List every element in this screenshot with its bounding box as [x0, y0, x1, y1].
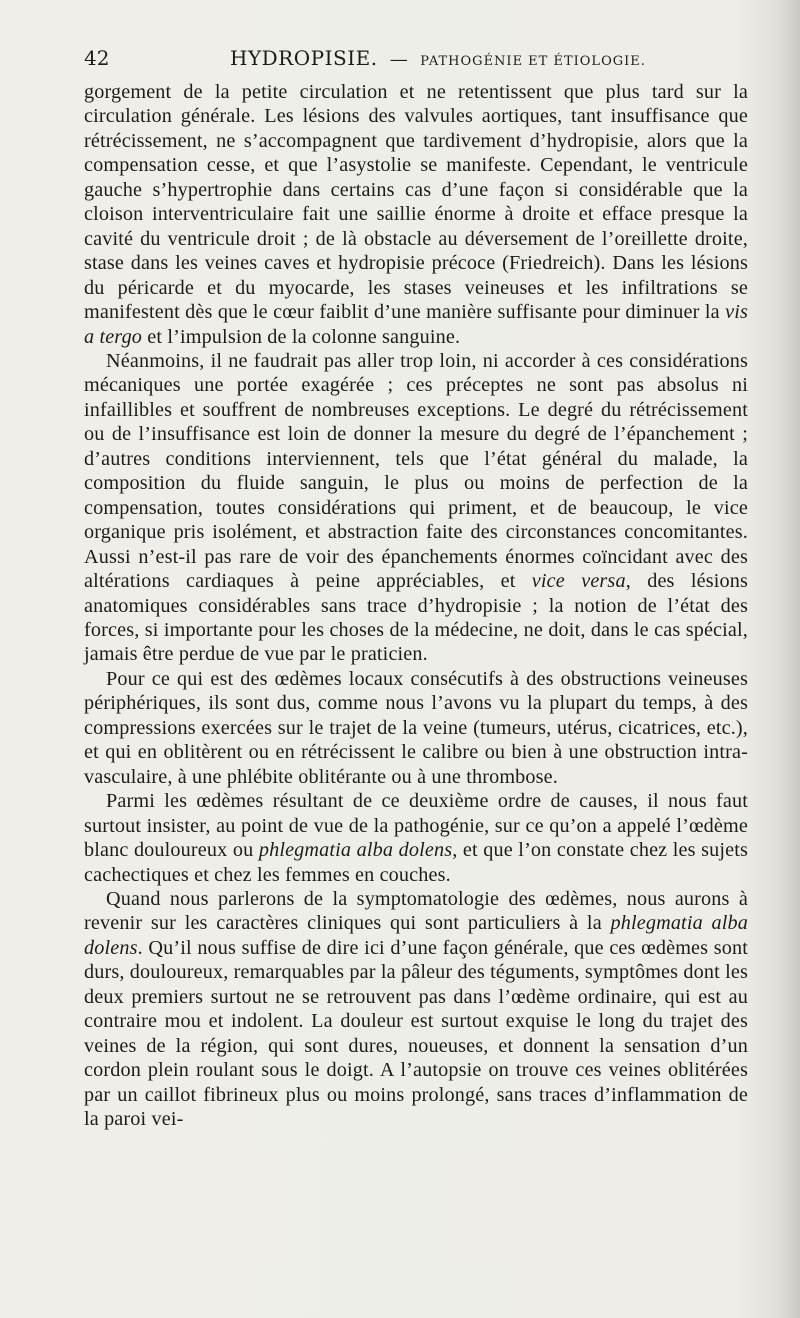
- header-subtitle: PATHOGÉNIE ET ÉTIOLOGIE.: [420, 54, 646, 69]
- paragraph-4: [84, 789, 748, 887]
- latin-term: phlegmatia alba dolens: [84, 912, 748, 959]
- body-text: [84, 80, 748, 1131]
- paragraph-text: Parmi les œdèmes résultant de ce deuxième ordre de causes, il nous faut surtout insister, au point de vue de la pathogénie, sur ce qu’on a appelé l’œdème blanc douloureux ou: [84, 790, 748, 862]
- latin-term: vis a tergo: [84, 301, 748, 348]
- paragraph-5: [84, 887, 748, 1132]
- running-header: [84, 46, 748, 76]
- header-title: HYDROPISIE.: [230, 46, 378, 70]
- paragraph-2: [84, 349, 748, 667]
- paragraph-text: , des lésions anatomiques considérables sans trace d’hydropisie ; la notion de l’état des forces, si importante pour les choses de la médecine, ne doit, dans le cas spécial, jamais être perdue de vue par le praticien.: [84, 570, 749, 666]
- paragraph-text: , et que l’on constate chez les sujets cachectiques et chez les femmes en couches.: [84, 839, 748, 886]
- paragraph-text: Néanmoins, il ne faudrait pas aller trop loin, ni accorder à ces considérations mécaniques une portée exagérée ; ces préceptes ne sont pas absolus ni infaillibles et souffrent de nombreuses exceptions. Le degré du rétrécissement ou de l’insuffisance est loin de donner la mesure du degré de l’épanchement ; d’autres conditions interviennent, tels que l’état général du malade, la composition du fluide sanguin, le plus ou moins de perfection de la compensation, toutes considérations qui priment, et de beaucoup, le vice organique pris isolément, et abstraction faite des circonstances concomitantes. Aussi n’est-il pas rare de voir des épanchements énormes coïncidant avec des altérations cardiaques à peine appréciables, et: [84, 349, 748, 593]
- paragraph-text: Quand nous parlerons de la symptomatologie des œdèmes, nous aurons à revenir sur les caractères cliniques qui sont particuliers à la: [84, 887, 748, 935]
- paragraph-text: . Qu’il nous suffise de dire ici d’une façon générale, que ces œdèmes sont durs, douloureux, remarquables par la pâleur des téguments, symptômes dont les deux premiers surtout ne se retrouvent pas dans l’œdème ordinaire, qui est au contraire mou et indolent. La douleur est surtout exquise le long du trajet des veines de la région, qui sont dures, noueuses, et donnent la sensation d’un cordon plein roulant sous le doigt. A l’autopsie on trouve ces veines oblitérées par un caillot fibrineux plus ou moins prolongé, sans traces d’inflammation de la paroi vei-: [84, 936, 748, 1131]
- page-number: 42: [84, 46, 110, 70]
- paragraph-3: [84, 667, 748, 789]
- running-title: [230, 46, 646, 70]
- latin-term: vice versa: [531, 570, 626, 593]
- header-separator: —: [389, 49, 408, 70]
- paragraph-text: gorgement de la petite circulation et ne retentissent que plus tard sur la circulation générale. Les lésions des valvules aortiques, tant insuffisance que rétrécissement, ne s’accompagnent que tardivement d’hydropisie, alors que la compensation cesse, et que l’asystolie se manifeste. Cependant, le ventricule gauche s’hypertrophie dans certains cas d’une façon si considérable que la cloison interventriculaire fait une saillie énorme à droite et efface presque la cavité du ventricule droit ; de là obstacle au déversement de l’oreillette droite, stase dans les veines caves et hydropisie précoce (Friedreich). Dans les lésions du péricarde et du myocarde, les stases veineuses et les infiltrations se manifestent dès que le cœur faiblit d’une manière suffisante pour diminuer la: [84, 81, 748, 324]
- paragraph-text: Pour ce qui est des œdèmes locaux consécutifs à des obstructions veineuses périphériques, ils sont dus, comme nous l’avons vu la plupart du temps, à des compressions exercées sur le trajet de la veine (tumeurs, utérus, cicatrices, etc.), et qui en oblitèrent ou en rétrécissent le calibre ou bien à une obstruction intra-vasculaire, à une phlébite oblitérante ou à une thrombose.: [84, 667, 748, 788]
- paragraph-text: et l’impulsion de la colonne sanguine.: [142, 325, 461, 348]
- latin-term: phlegmatia alba dolens: [258, 839, 453, 862]
- paragraph-1: [84, 80, 748, 349]
